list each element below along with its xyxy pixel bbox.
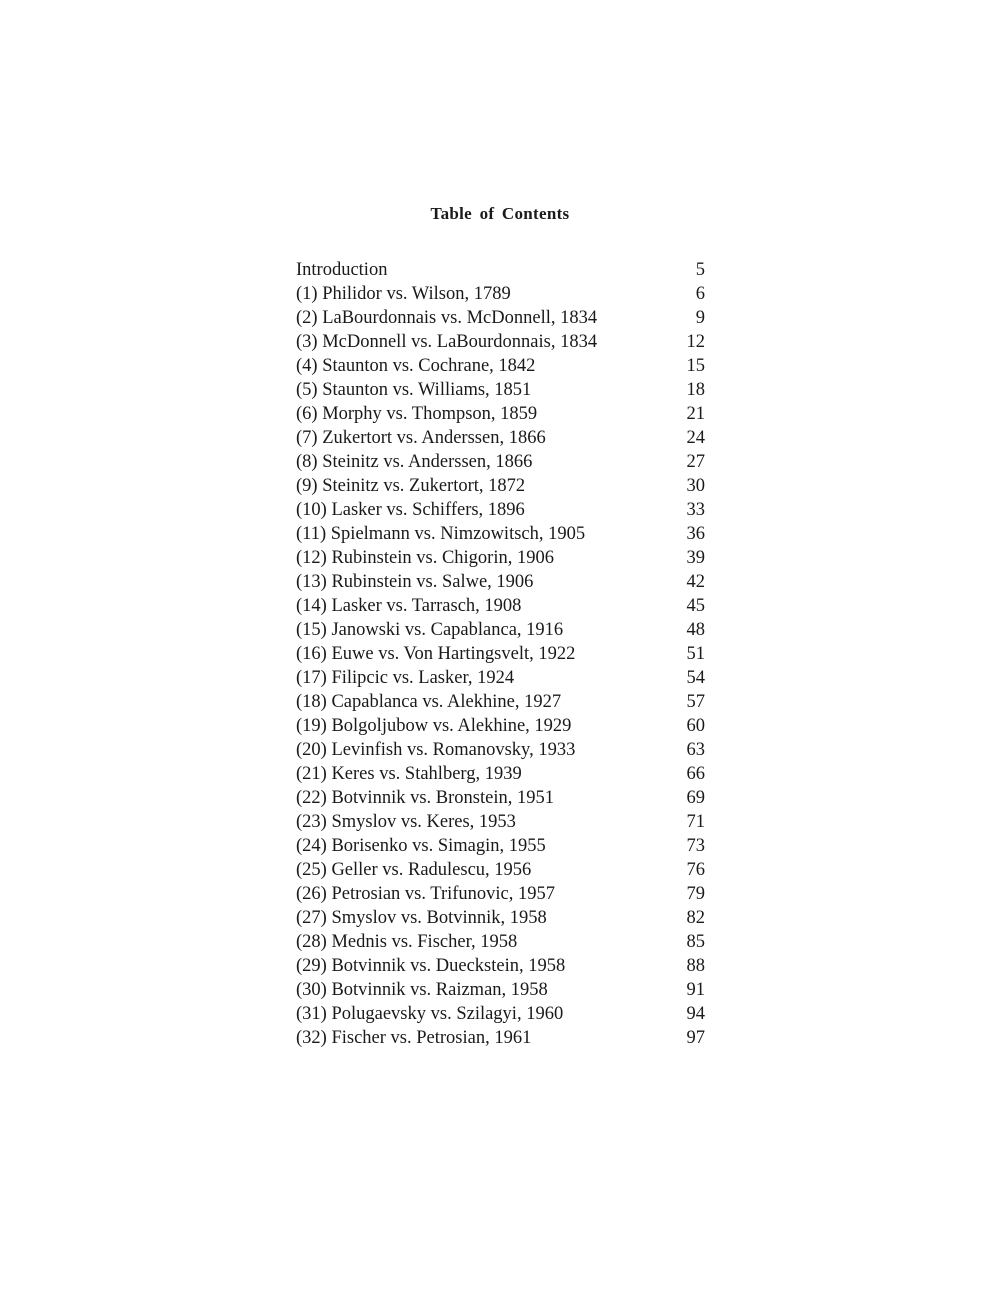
toc-entry-page-number: 76 [686, 860, 705, 880]
toc-entry [296, 882, 705, 906]
toc-entry-title: (17) Filipcic vs. Lasker, 1924 [296, 668, 515, 688]
toc-entry-title: (16) Euwe vs. Von Hartingsvelt, 1922 [296, 644, 576, 664]
toc-entry-page-number: 48 [686, 620, 705, 640]
toc-entry [296, 282, 705, 306]
toc-entry-page-number: 69 [686, 788, 705, 808]
toc-entry [296, 354, 705, 378]
toc-entry [296, 258, 705, 282]
toc-entry [296, 570, 705, 594]
toc-entry-page-number: 54 [686, 668, 705, 688]
toc-entry [296, 738, 705, 762]
toc-entry-page-number: 71 [686, 812, 705, 832]
toc-entry-title: (27) Smyslov vs. Botvinnik, 1958 [296, 908, 547, 928]
toc-entry-page-number: 33 [686, 500, 705, 520]
toc-entry-title: (12) Rubinstein vs. Chigorin, 1906 [296, 548, 554, 568]
page-title: Table of Contents [430, 204, 570, 223]
toc-entry-page-number: 66 [686, 764, 705, 784]
toc-entry-title: (23) Smyslov vs. Keres, 1953 [296, 812, 516, 832]
toc-entry-title: (9) Steinitz vs. Zukertort, 1872 [296, 476, 526, 496]
toc-entry-page-number: 12 [686, 332, 705, 352]
toc-entry [296, 330, 705, 354]
toc-entry [296, 546, 705, 570]
toc-entry-title: (5) Staunton vs. Williams, 1851 [296, 380, 532, 400]
toc-entry-page-number: 39 [686, 548, 705, 568]
toc-entry [296, 810, 705, 834]
toc-entry-page-number: 60 [686, 716, 705, 736]
toc-entry-title: (25) Geller vs. Radulescu, 1956 [296, 860, 532, 880]
toc-entry-page-number: 45 [686, 596, 705, 616]
toc-entry-page-number: 82 [686, 908, 705, 928]
toc-entry [296, 618, 705, 642]
toc-entry-page-number: 24 [686, 428, 705, 448]
toc-entry [296, 522, 705, 546]
toc-entry [296, 762, 705, 786]
toc-entry [296, 1026, 705, 1050]
toc-entry-title: (13) Rubinstein vs. Salwe, 1906 [296, 572, 534, 592]
toc-entry [296, 786, 705, 810]
toc-entry-title: (2) LaBourdonnais vs. McDonnell, 1834 [296, 308, 598, 328]
toc-entry [296, 594, 705, 618]
toc-entry-title: (22) Botvinnik vs. Bronstein, 1951 [296, 788, 554, 808]
toc-entry-title: (10) Lasker vs. Schiffers, 1896 [296, 500, 525, 520]
toc-entry-title: (24) Borisenko vs. Simagin, 1955 [296, 836, 546, 856]
toc-entry-title: (26) Petrosian vs. Trifunovic, 1957 [296, 884, 555, 904]
toc-entry [296, 666, 705, 690]
toc-list [296, 258, 705, 1050]
toc-entry-page-number: 27 [686, 452, 705, 472]
toc-entry [296, 306, 705, 330]
toc-entry-page-number: 30 [686, 476, 705, 496]
toc-entry [296, 930, 705, 954]
toc-entry [296, 906, 705, 930]
toc-entry [296, 714, 705, 738]
toc-entry-title: (4) Staunton vs. Cochrane, 1842 [296, 356, 536, 376]
toc-entry-title: (32) Fischer vs. Petrosian, 1961 [296, 1028, 532, 1048]
toc-entry [296, 954, 705, 978]
toc-entry-page-number: 18 [686, 380, 705, 400]
toc-entry-title: (28) Mednis vs. Fischer, 1958 [296, 932, 518, 952]
toc-entry [296, 402, 705, 426]
toc-entry [296, 498, 705, 522]
toc-entry [296, 378, 705, 402]
toc-entry-page-number: 73 [686, 836, 705, 856]
toc-entry-page-number: 88 [686, 956, 705, 976]
toc-entry-title: (8) Steinitz vs. Anderssen, 1866 [296, 452, 533, 472]
toc-entry-page-number: 36 [686, 524, 705, 544]
toc-entry [296, 690, 705, 714]
toc-entry-page-number: 9 [695, 308, 705, 328]
toc-entry-title: (18) Capablanca vs. Alekhine, 1927 [296, 692, 562, 712]
toc-entry-title: (14) Lasker vs. Tarrasch, 1908 [296, 596, 522, 616]
toc-entry-title: (15) Janowski vs. Capablanca, 1916 [296, 620, 564, 640]
toc-entry-page-number: 85 [686, 932, 705, 952]
toc-entry-title: (30) Botvinnik vs. Raizman, 1958 [296, 980, 548, 1000]
toc-entry-title: (21) Keres vs. Stahlberg, 1939 [296, 764, 522, 784]
toc-entry [296, 858, 705, 882]
toc-entry-page-number: 79 [686, 884, 705, 904]
toc-entry-page-number: 42 [686, 572, 705, 592]
toc-entry-title: Introduction [296, 260, 388, 280]
toc-entry-title: (7) Zukertort vs. Anderssen, 1866 [296, 428, 546, 448]
toc-entry [296, 1002, 705, 1026]
toc-entry-title: (1) Philidor vs. Wilson, 1789 [296, 284, 511, 304]
toc-entry-page-number: 5 [695, 260, 705, 280]
toc-entry-title: (31) Polugaevsky vs. Szilagyi, 1960 [296, 1004, 564, 1024]
toc-entry-page-number: 91 [686, 980, 705, 1000]
toc-entry [296, 474, 705, 498]
toc-entry-page-number: 94 [686, 1004, 705, 1024]
toc-entry-title: (11) Spielmann vs. Nimzowitsch, 1905 [296, 524, 586, 544]
toc-entry-page-number: 6 [695, 284, 705, 304]
toc-entry-page-number: 63 [686, 740, 705, 760]
toc-entry-title: (3) McDonnell vs. LaBourdonnais, 1834 [296, 332, 598, 352]
toc-entry [296, 450, 705, 474]
toc-entry [296, 426, 705, 450]
toc-entry-page-number: 51 [686, 644, 705, 664]
toc-entry-title: (20) Levinfish vs. Romanovsky, 1933 [296, 740, 576, 760]
toc-entry-page-number: 97 [686, 1028, 705, 1048]
toc-entry-title: (6) Morphy vs. Thompson, 1859 [296, 404, 538, 424]
toc-entry-title: (29) Botvinnik vs. Dueckstein, 1958 [296, 956, 566, 976]
toc-entry-page-number: 21 [686, 404, 705, 424]
toc-entry [296, 978, 705, 1002]
toc-entry [296, 642, 705, 666]
toc-entry-title: (19) Bolgoljubow vs. Alekhine, 1929 [296, 716, 572, 736]
toc-entry-page-number: 15 [686, 356, 705, 376]
toc-entry-page-number: 57 [686, 692, 705, 712]
toc-entry [296, 834, 705, 858]
